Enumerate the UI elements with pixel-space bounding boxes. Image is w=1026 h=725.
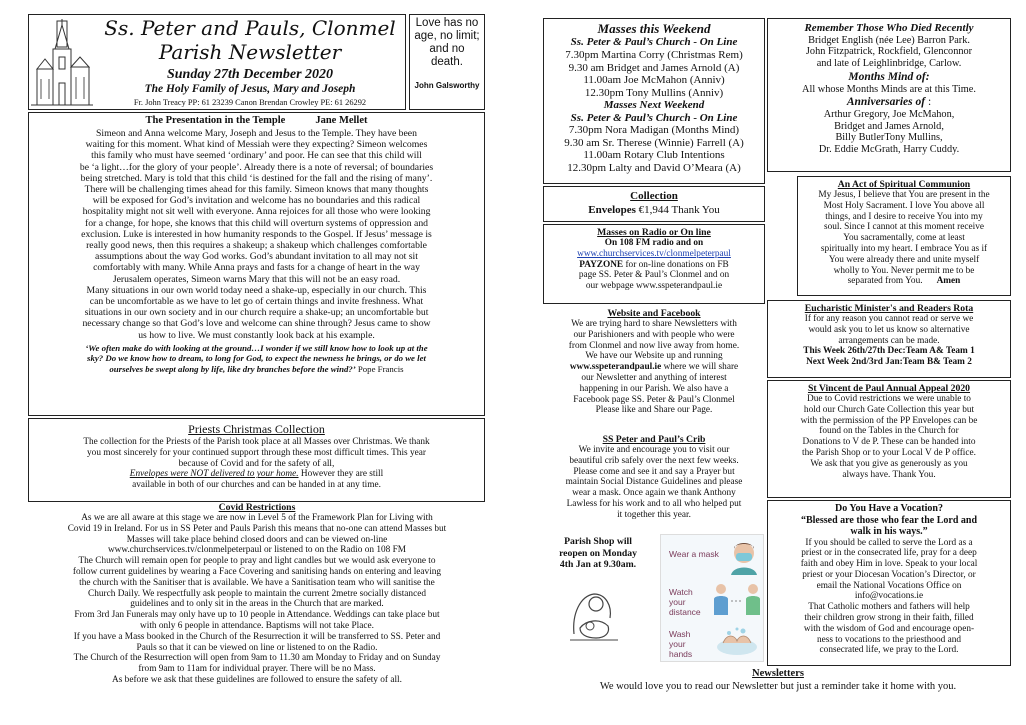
article-line: necessary change so that God’s love and welcome can shine through? Jesus came to show bbox=[82, 318, 431, 330]
communion-line: You were already there and unite myself bbox=[828, 254, 980, 265]
svdp-line: with the permission of the PP Envelopes can be bbox=[800, 415, 978, 426]
masses-title: Masses this Weekend bbox=[597, 21, 711, 36]
vocation-line: If you should be called to serve the Lord as a bbox=[805, 537, 973, 548]
remember-line: John Fitzpatrick, Rockfield, Glenconnor bbox=[805, 46, 973, 58]
website-line: from Clonmel and now live away from home. bbox=[568, 340, 740, 351]
collection-amount: €1,944 Thank You bbox=[638, 204, 720, 216]
vocation-quote-line: walk in his ways.” bbox=[850, 526, 928, 537]
rota-title: Eucharistic Minister's and Readers Rota bbox=[804, 303, 974, 314]
covid-line: with only 6 people in attendance. Baptisms will not take Place. bbox=[140, 620, 374, 631]
shop-line: reopen on Monday bbox=[559, 547, 637, 559]
mass-item: 7.30pm Martina Corry (Christmas Rem) bbox=[565, 49, 743, 61]
article-line: Simeon and Anna welcome Mary, Joseph and Jesus to the Temple. They have been bbox=[96, 128, 417, 139]
article-line: this family who must have seemed ‘ordinary’ and poor. He can see that this child will bbox=[91, 150, 422, 162]
covid-line: As we are all aware at this stage we are now in Level 5 of the Framework Plan for Living with bbox=[81, 513, 433, 523]
crib-section bbox=[543, 434, 765, 530]
anniversary-line: Dr. Eddie McGrath, Harry Cuddy. bbox=[818, 144, 960, 156]
website-section bbox=[543, 308, 765, 428]
rota-line: arrangements can be made. bbox=[838, 335, 940, 346]
masses-box bbox=[543, 18, 765, 184]
vocation-quote-line: “Blessed are those who fear the Lord and bbox=[800, 514, 978, 526]
newsletter-date: Sunday 27th December 2020 bbox=[166, 67, 334, 82]
vocation-line: priest or in the consecrated life, pray for a deep bbox=[801, 548, 977, 559]
guideline-row bbox=[661, 579, 764, 619]
masthead bbox=[28, 14, 406, 110]
anniversary-line: Arthur Gregory, Joe McMahon, bbox=[823, 108, 955, 120]
vocation-line: ness to vocations to the priesthood and bbox=[816, 634, 962, 645]
radio-line: On 108 FM radio and on bbox=[604, 238, 704, 248]
website-line: Facebook page SS. Peter & Paul’s Clonmel bbox=[573, 394, 735, 405]
article-line: can be uncomfortable as we have to let go of certain things and invite freshness. What bbox=[89, 296, 424, 308]
rota-line: If for any reason you cannot read or serve we bbox=[804, 314, 974, 324]
anniversaries-heading bbox=[768, 96, 1010, 109]
covid-line: Masses will take place behind closed doors and can be viewed on-line bbox=[126, 534, 388, 545]
article-title-text: The Presentation in the Temple bbox=[145, 115, 286, 126]
covid-line: The Church of the Resurrection will open from 9am to 11.30 am Monday to Friday and on Sunday bbox=[73, 653, 441, 664]
months-mind-title: Months Mind of: bbox=[848, 70, 930, 83]
crib-line: maintain Social Distance Guidelines and please bbox=[565, 477, 743, 488]
envelopes-rest: However they are still bbox=[298, 469, 384, 480]
crib-line: it together this year. bbox=[617, 509, 691, 520]
rota-next-week: Next Week 2nd/3rd Jan:Team B& Team 2 bbox=[806, 357, 972, 368]
covid-line: follow current guidelines by wearing a Face Covering and sanitising hands on entering and leaving bbox=[72, 566, 442, 577]
mass-item: 11.00am Joe McMahon (Anniv) bbox=[583, 74, 725, 86]
article-line: will be exposed for God’s invitation and welcome has no boundaries and this radical bbox=[92, 195, 421, 207]
pope-quote-line: ourselves be swept along by life, like dry branches before the wind?’ bbox=[109, 363, 356, 374]
guideline-label: Watch your distance bbox=[669, 587, 701, 617]
communion-line: Most Holy Sacrament. I love You above all bbox=[823, 200, 985, 211]
vocation-line: faith and obey Him in love. Speak to your local bbox=[800, 559, 978, 570]
communion-amen: Amen bbox=[936, 276, 961, 287]
mass-item: 12.30pm Lalty and David O’Meara (A) bbox=[567, 161, 741, 174]
spiritual-communion-box bbox=[797, 176, 1011, 296]
covid-line: As before we ask that these guidelines are followed to ensure the safety of all. bbox=[112, 674, 402, 685]
radio-line: page SS. Peter & Paul’s Clonmel and on bbox=[578, 270, 730, 281]
clergy-contacts: Fr. John Treacy PP: 61 23239 Canon Brendan Crowley PE: 61 26292 bbox=[133, 98, 367, 107]
crib-line: wear a mask. Once again we thank Anthony bbox=[572, 488, 736, 499]
months-mind-text: All whose Months Minds are at this Time. bbox=[802, 83, 976, 95]
article-line: Jerusalem operates, Simeon warns Mary that this will not be an easy road. bbox=[112, 273, 401, 285]
vocation-title: Do You Have a Vocation? bbox=[835, 503, 943, 514]
collection-line: available in both of our churches and can be handed in at any time. bbox=[132, 480, 381, 491]
church-illustration bbox=[31, 19, 93, 107]
crib-line: Please come and see it and say a Prayer but bbox=[573, 466, 735, 477]
website-line: happening in our Parish. We also have a bbox=[579, 383, 729, 394]
pope-attribution: Pope Francis bbox=[357, 363, 404, 374]
pope-quote-line: sky? Do we know how to dream, to long for God, to expect the newness he brings, or do we let bbox=[87, 353, 426, 364]
collection-box bbox=[543, 186, 765, 222]
website-line: our Newsletter and anything of interest bbox=[581, 372, 727, 383]
article-body bbox=[31, 128, 482, 374]
article-line: us how to live. We must constantly look back at his example. bbox=[138, 329, 375, 341]
svdp-title: St Vincent de Paul Annual Appeal 2020 bbox=[807, 383, 971, 394]
collection-amount-line bbox=[544, 203, 764, 217]
guideline-label: Wear a mask bbox=[669, 549, 719, 559]
vocation-line: consecrated life, we pray to the Lord. bbox=[819, 645, 959, 656]
website-line: We have our Website up and running bbox=[585, 351, 723, 362]
vocation-line: That Catholic mothers and fathers will help bbox=[808, 602, 970, 613]
masses-subtitle: Ss. Peter & Paul’s Church - On Line bbox=[570, 36, 738, 48]
payzone-line bbox=[544, 260, 764, 271]
covid-line: Church Daily. We respectfully ask people to maintain the current 2metre socially distanced bbox=[88, 588, 426, 599]
covid-line: Pauls so that it can be viewed on line or listened to on the Radio. bbox=[136, 642, 378, 653]
svdp-line: Donations to V de P. These can be handed into bbox=[802, 437, 976, 448]
article-line: assumptions about the way God works. God’s abundant invitation to all may not sit bbox=[95, 251, 418, 263]
remember-title: Remember Those Who Died Recently bbox=[804, 22, 974, 34]
anniversaries-colon: : bbox=[925, 95, 932, 108]
rota-box bbox=[767, 300, 1011, 378]
radio-box bbox=[543, 224, 765, 304]
remember-line: and late of Leighlinbridge, Carlow. bbox=[816, 58, 962, 70]
communion-line: You sacramentally, come at least bbox=[843, 233, 965, 244]
article-line: really good news, then this requires a shakeup; a shakeup which challenges comfortable bbox=[86, 240, 427, 252]
website-line: We are trying hard to share Newsletters with bbox=[571, 319, 737, 329]
guideline-label: Wash your hands bbox=[669, 629, 693, 659]
article-author: Jane Mellet bbox=[315, 115, 368, 126]
svdp-line: always have. Thank You. bbox=[842, 469, 936, 480]
payzone-label: PAYZONE bbox=[579, 259, 624, 270]
radio-title: Masses on Radio or On line bbox=[597, 227, 711, 238]
mass-item: 9.30 am Sr. Therese (Winnie) Farrell (A) bbox=[564, 136, 744, 149]
vocations-email[interactable]: info@vocations.ie bbox=[854, 591, 924, 602]
covid-line: From 3rd Jan Funerals may only have up to 10 people in Attendance. Weddings can take place but bbox=[74, 610, 440, 621]
vocation-line: priest or your Diocesan Vocation’s Director, or bbox=[802, 569, 976, 580]
collection-line: because of Covid and for the safety of all, bbox=[178, 458, 335, 469]
churchservices-link[interactable]: www.churchservices.tv/clonmelpeterpaul bbox=[577, 248, 731, 259]
vocation-line: with the wisdom of God and encourage open- bbox=[803, 623, 975, 634]
article-line: There will be challenging times ahead for this family. Simeon knows that many thoughts bbox=[84, 184, 429, 196]
covid-guidelines-graphic bbox=[660, 534, 764, 662]
covid-line: from 9am to 11am for individual prayer. There will be no Mass. bbox=[138, 664, 376, 675]
covid-line: the church with the Sanitiser that is available. We have a Sanitisation team who will sanitise the bbox=[79, 577, 435, 588]
communion-line: spiritually into my heart. I embrace You as if bbox=[820, 243, 988, 254]
svdp-line: We ask that you give as generously as you bbox=[810, 458, 968, 469]
crib-line: beautiful crib safely over the next few weeks. bbox=[569, 455, 739, 466]
crib-title: SS Peter and Paul’s Crib bbox=[602, 434, 706, 445]
covid-line: Covid 19 in Ireland. For us in SS Peter and Pauls Parish this means that no-one can attend Masses but bbox=[67, 523, 447, 534]
website-url-line bbox=[543, 362, 765, 373]
communion-title: An Act of Spiritual Communion bbox=[837, 179, 971, 190]
anniversary-line: Billy ButlerTony Mullins, bbox=[835, 132, 943, 144]
collection-label: Envelopes bbox=[588, 204, 636, 216]
article-line: waiting for this moment. What kind of Messiah were they expecting? Simeon welcomes bbox=[85, 139, 428, 151]
communion-line: things, and I desire to receive You into my bbox=[825, 211, 983, 222]
mass-item: 12.30pm Tony Mullins (Anniv) bbox=[584, 86, 724, 99]
collection-env-line bbox=[31, 469, 482, 480]
communion-last-line bbox=[798, 276, 1010, 287]
covid-line: The Church will remain open for people to pray and light candles but we would ask everyone to bbox=[78, 556, 436, 567]
article-line: exclusion. Luke is interested in how humanity responds to the Gospel. If Jesus’ message is bbox=[81, 228, 432, 240]
newsletter-title-line2: Parish Newsletter bbox=[158, 41, 342, 63]
parish-shop-notice bbox=[550, 536, 646, 576]
svdp-line: hold our Church Gate Collection this year but bbox=[803, 404, 975, 415]
envelopes-notice: Envelopes were NOT delivered to your home. bbox=[129, 469, 299, 480]
mass-item: 11.00am Rotary Club Intentions bbox=[583, 149, 725, 161]
vocation-line: their children grow strong in their faith, filled bbox=[804, 613, 974, 624]
website-line: where we will share bbox=[661, 362, 739, 373]
article-line: be ‘a light…for the glory of your people’. Already there is a note of reversal; of boundaries bbox=[79, 161, 434, 173]
svdp-box bbox=[767, 380, 1011, 498]
website-line: our Parishioners and with people who were bbox=[573, 329, 735, 340]
presentation-article bbox=[28, 112, 485, 416]
face-mask-icon bbox=[727, 539, 761, 575]
remember-box bbox=[767, 18, 1011, 172]
newsletters-footer bbox=[543, 668, 1013, 698]
hand-wash-icon bbox=[713, 625, 761, 657]
svdp-line: Due to Covid restrictions we were unable to bbox=[807, 394, 971, 404]
guideline-row bbox=[661, 537, 764, 577]
mass-item: 7.30pm Nora Madigan (Months Mind) bbox=[568, 124, 740, 136]
article-line: for a change, for hope, she knows that this child will overturn systems of oppression and bbox=[84, 217, 429, 229]
vocation-line: email the National Vocations Office on bbox=[816, 580, 962, 591]
priests-collection bbox=[28, 418, 485, 502]
remember-line: Bridget English (née Lee) Barron Park. bbox=[808, 34, 970, 46]
quote-box bbox=[409, 14, 485, 110]
radio-line: our webpage www.sspeterandpaul.ie bbox=[585, 281, 723, 292]
covid-restrictions bbox=[18, 502, 496, 722]
shop-line: 4th Jan at 9.30am. bbox=[559, 559, 637, 570]
article-title bbox=[29, 115, 484, 127]
covid-line: guidelines and to only sit in the areas in the Church that are marked. bbox=[130, 599, 384, 610]
priests-collection-body bbox=[31, 437, 482, 491]
feast-name: The Holy Family of Jesus, Mary and Joseph bbox=[144, 83, 356, 95]
website-url[interactable]: www.sspeterandpaul.ie bbox=[569, 362, 662, 373]
anniversaries-title: Anniversaries of bbox=[846, 95, 926, 108]
vocation-box bbox=[767, 500, 1011, 666]
masses-next-title: Masses Next Weekend bbox=[603, 99, 705, 111]
social-distance-icon bbox=[711, 581, 763, 617]
pope-quote-last bbox=[31, 364, 482, 375]
crib-line: Lawless for his work and to all who helped put bbox=[566, 498, 742, 509]
article-line: situations in our own society and in our church require a shake-up; an uncomfortable but bbox=[84, 307, 429, 319]
communion-line: My Jesus, I believe that You are present in the bbox=[818, 190, 990, 200]
communion-line: separated from You. bbox=[847, 276, 923, 287]
crib-line: We invite and encourage you to visit our bbox=[578, 445, 730, 455]
priests-collection-title: Priests Christmas Collection bbox=[188, 422, 325, 436]
website-line: Please like and Share our Page. bbox=[595, 405, 713, 416]
communion-line: soul. Since I cannot at this moment receive bbox=[823, 222, 985, 233]
newsletter-title-line1: Ss. Peter and Pauls, Clonmel bbox=[104, 17, 396, 39]
article-line: being stretched. Mary is told that this child ‘is destined for the fall and the rising of many’. bbox=[80, 172, 433, 184]
covid-line: www.churchservices.tv/clonmelpeterpaul or listened to on the Radio on 108 FM bbox=[107, 545, 407, 556]
website-title: Website and Facebook bbox=[607, 308, 701, 319]
article-line: hospitality might not sit well with everyone. Anna rejoices for all those who were looking bbox=[82, 206, 431, 218]
quote-text: Love has no age, no limit; and no death. bbox=[414, 17, 480, 68]
svdp-line: found on the Tables in the Church for bbox=[819, 426, 959, 437]
pope-quote-line: ‘We often make do with looking at the ground…I wonder if we still know how to look up at the bbox=[85, 342, 428, 353]
guideline-row bbox=[661, 621, 764, 661]
footer-text: We would love you to read our Newsletter but just a reminder take it home with you. bbox=[599, 681, 957, 692]
covid-title: Covid Restrictions bbox=[218, 502, 296, 513]
masses-next-subtitle: Ss. Peter & Paul’s Church - On Line bbox=[570, 111, 738, 124]
svdp-line: the Parish Shop or to your Local V de P office. bbox=[802, 447, 976, 458]
collection-line: The collection for the Priests of the Parish took place at all Masses over Christmas. We thank bbox=[83, 437, 430, 447]
collection-title: Collection bbox=[630, 190, 678, 202]
collection-line: you most sincerely for your continued support through these most difficult times. This year bbox=[87, 447, 426, 458]
communion-line: wholly to You. Never permit me to be bbox=[833, 265, 975, 276]
shop-line: Parish Shop will bbox=[564, 536, 632, 547]
mass-item: 9.30 am Bridget and James Arnold (A) bbox=[568, 61, 740, 74]
quote-author: John Galsworthy bbox=[414, 81, 480, 90]
rota-line: would ask you to let us know so alternative bbox=[808, 324, 970, 335]
nativity-sketch bbox=[566, 584, 622, 646]
article-line: comfortably with many. While Anna prays and fasts for a change of heart in the way bbox=[93, 262, 420, 274]
footer-title: Newsletters bbox=[752, 668, 804, 679]
article-line: Many situations in our own world today need a shake-up, especially in our church. This bbox=[86, 284, 427, 296]
covid-line: If you have a Mass booked in the Church of the Resurrection it will be transferred to SS. Peter and bbox=[73, 631, 441, 642]
radio-line: for on-line donations on FB bbox=[623, 259, 729, 270]
anniversary-line: Bridget and James Arnold, bbox=[834, 120, 944, 132]
rota-this-week: This Week 26th/27th Dec:Team A& Team 1 bbox=[803, 346, 975, 357]
